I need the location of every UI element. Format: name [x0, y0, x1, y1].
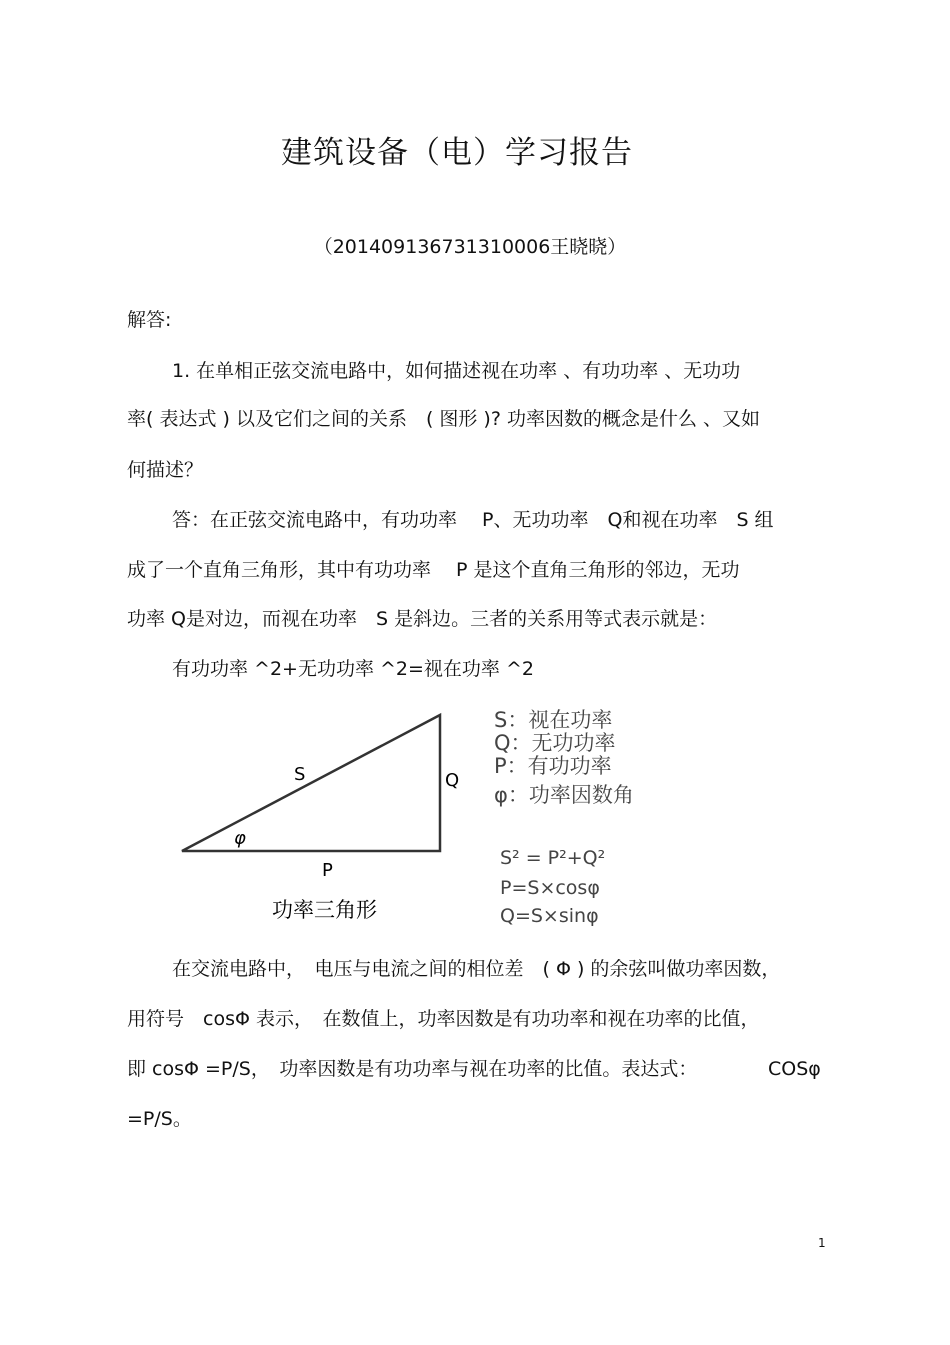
answer-label: 解答:: [127, 309, 172, 331]
legend-phi: φ：功率因数角: [494, 783, 634, 807]
side-label-q: Q: [445, 770, 460, 791]
legend-p: P：有功功率: [494, 754, 612, 778]
question-line-3: 何描述？: [127, 459, 204, 481]
power-factor-line-2: 用符号 cosΦ 表示， 在数值上，功率因数是有功功率和视在功率的比值，: [127, 1008, 760, 1030]
answer-line-3: 功率 Q是对边，而视在功率 S 是斜边。三者的关系用等式表示就是：: [127, 608, 718, 630]
side-label-s: S: [294, 764, 306, 785]
legend-s: S：视在功率: [494, 708, 613, 732]
legend-q: Q：无功功率: [494, 731, 616, 755]
equation-q: Q=S×sinφ: [500, 905, 599, 927]
page-number: 1: [818, 1236, 826, 1250]
answer-line-1: 答：在正弦交流电路中，有功功率 P、无功功率 Q和视在功率 S 组: [172, 509, 774, 531]
side-label-p: P: [322, 860, 333, 881]
answer-line-2: 成了一个直角三角形，其中有功功率 P 是这个直角三角形的邻边，无功: [127, 559, 740, 581]
equation-p: P=S×cosφ: [500, 877, 600, 899]
power-factor-line-1: 在交流电路中， 电压与电流之间的相位差 ( Φ ) 的余弦叫做功率因数，: [172, 958, 781, 980]
triangle-shape: [182, 715, 440, 851]
power-factor-line-4: =P/S。: [127, 1108, 192, 1130]
power-triangle-figure: [170, 700, 470, 940]
equation-pythagorean: S² = P²+Q²: [500, 847, 606, 869]
power-factor-expression: COSφ: [768, 1058, 821, 1080]
question-line-2: 率( 表达式 ) 以及它们之间的关系 ( 图形 )? 功率因数的概念是什么 、又如: [127, 408, 761, 430]
figure-caption: 功率三角形: [272, 898, 377, 922]
angle-label-phi: φ: [234, 828, 246, 849]
answer-formula: 有功功率 ^2+无功功率 ^2=视在功率 ^2: [172, 658, 534, 680]
question-line-1: 1. 在单相正弦交流电路中，如何描述视在功率 、有功功率 、无功功: [172, 360, 741, 382]
page-title: 建筑设备（电）学习报告: [281, 135, 633, 171]
power-factor-line-3: 即 cosΦ =P/S， 功率因数是有功功率与视在功率的比值。表达式：: [127, 1058, 698, 1080]
author-line: （201409136731310006王晓晓）: [313, 236, 627, 258]
